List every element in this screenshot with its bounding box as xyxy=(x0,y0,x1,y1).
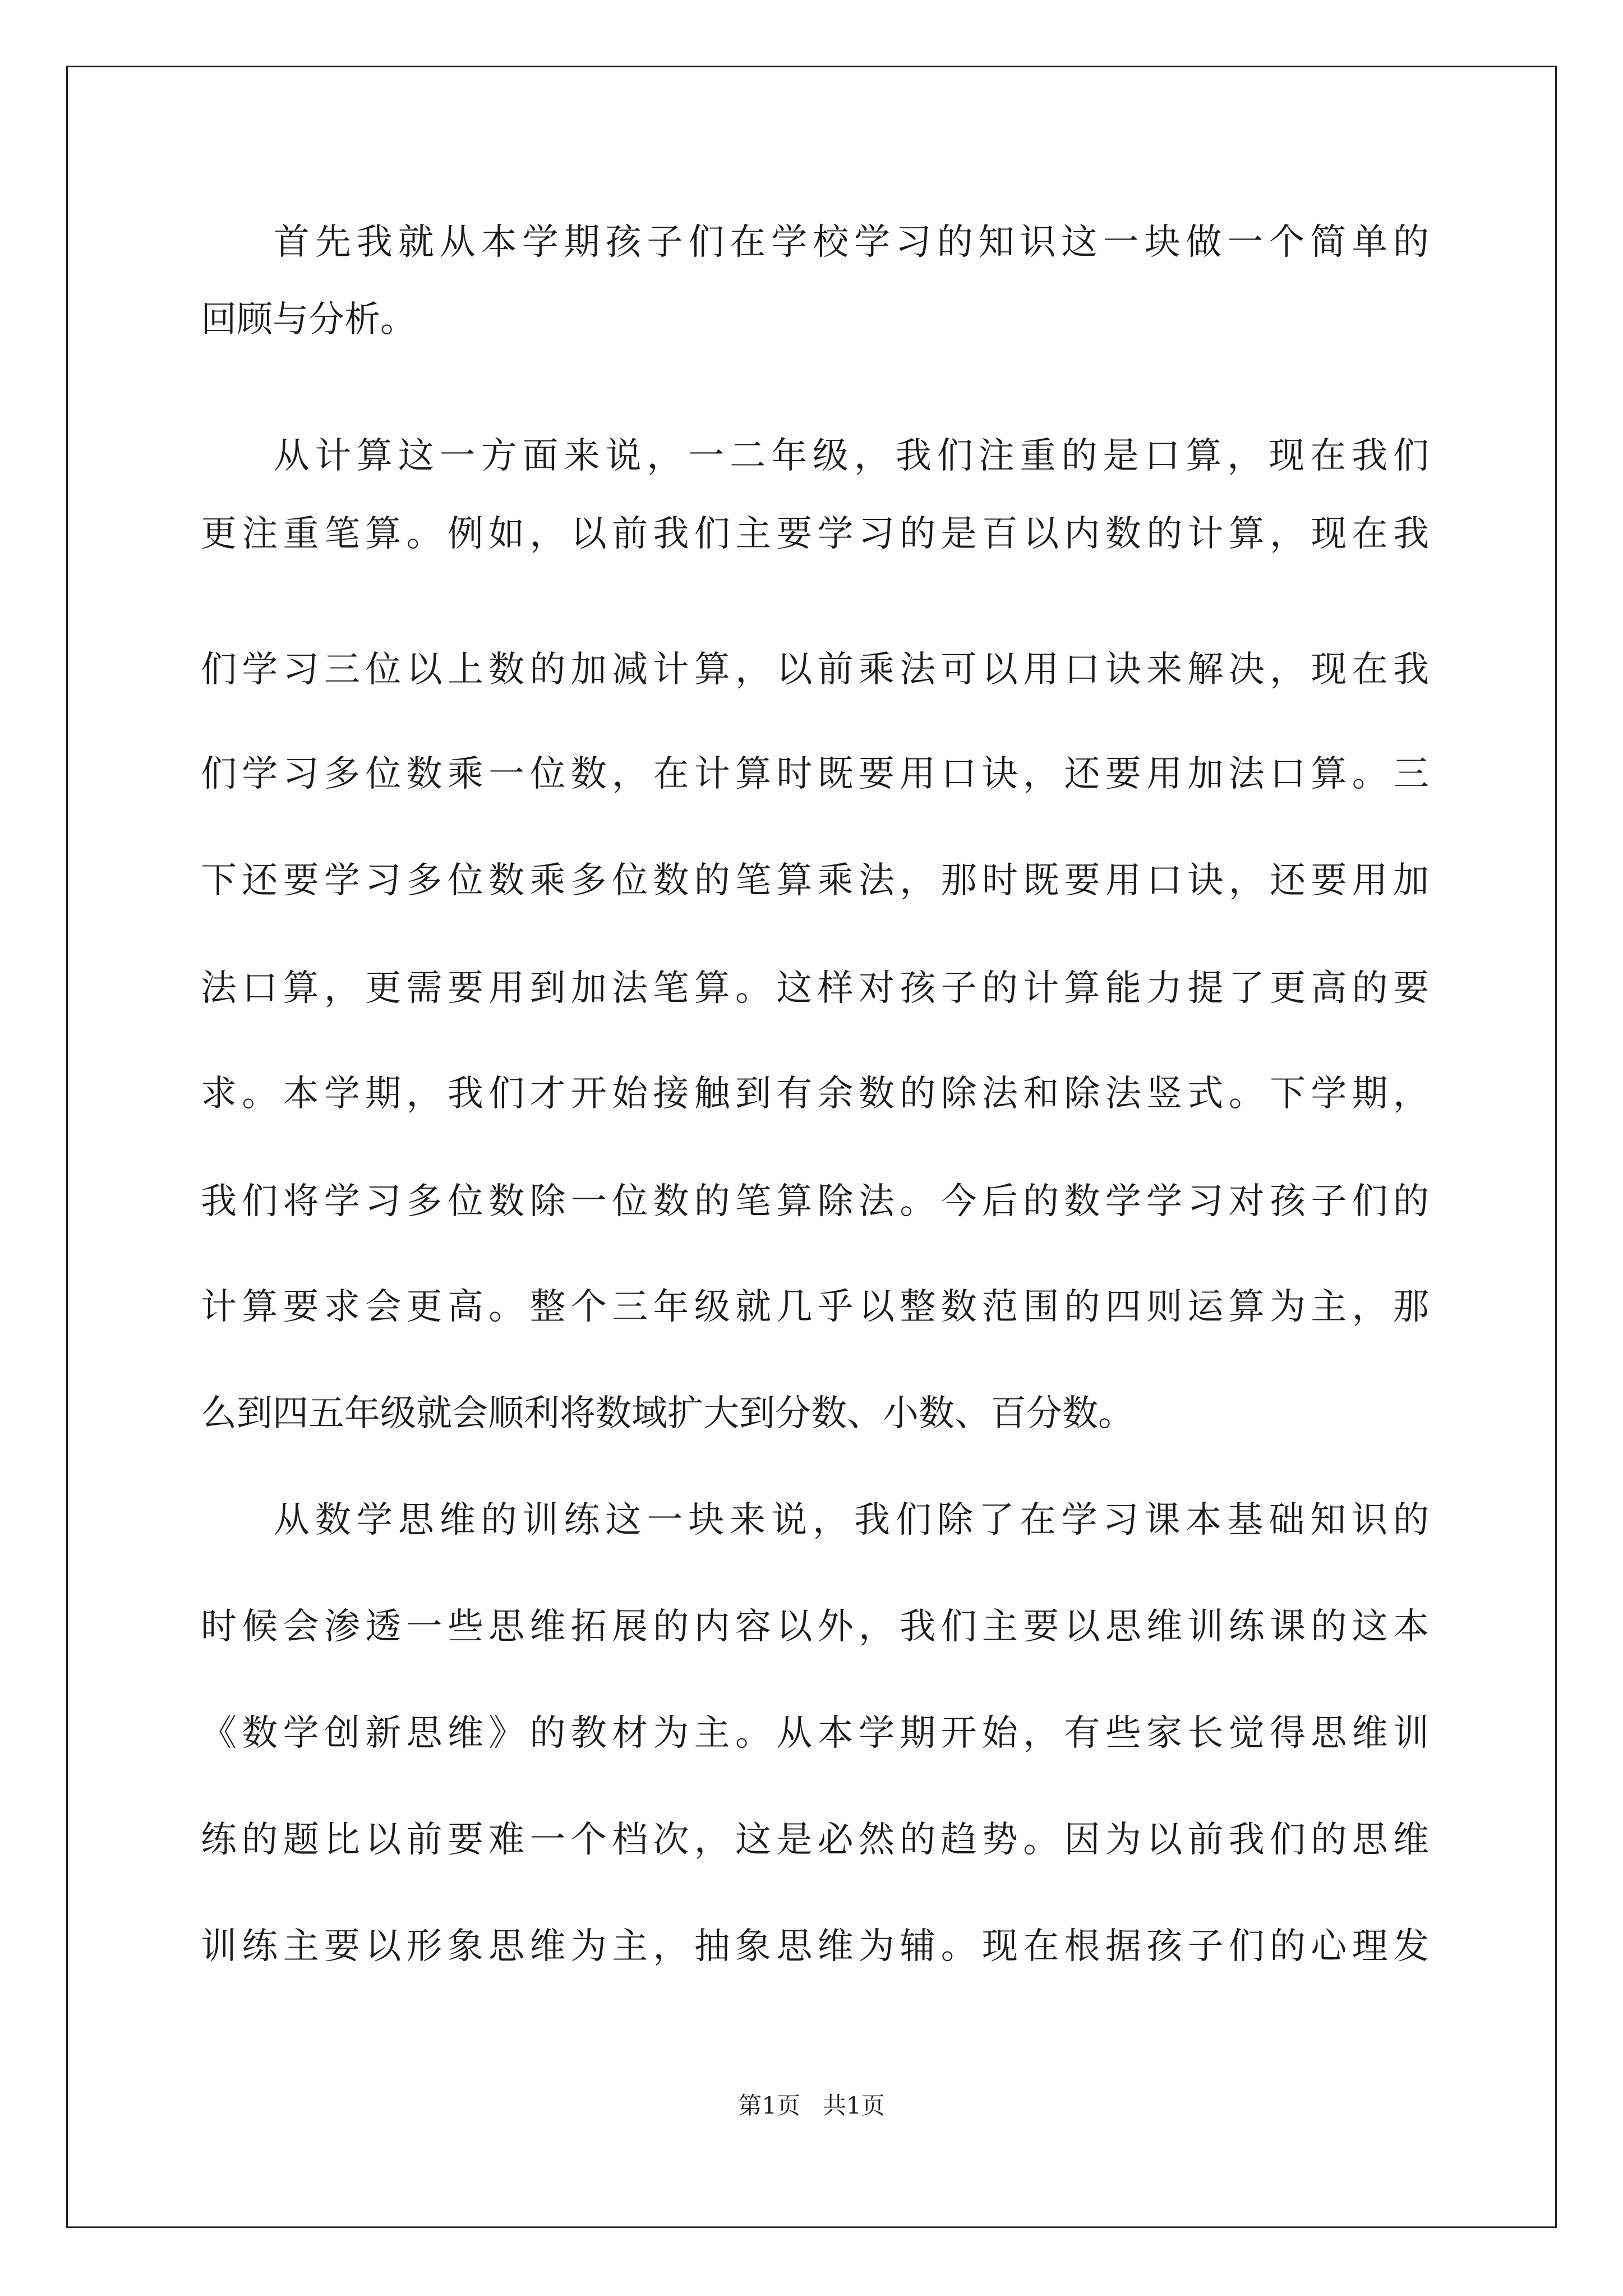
paragraph-2-line-6: 法口算，更需要用到加法笔算。这样对孩子的计算能力提了更高的要 xyxy=(201,968,1429,1009)
paragraph-2-line-3: 们学习三位以上数的加减计算，以前乘法可以用口诀来解决，现在我 xyxy=(201,649,1429,691)
paragraph-3-line-4: 练的题比以前要难一个档次，这是必然的趋势。因为以前我们的思维 xyxy=(201,1819,1429,1861)
paragraph-2-line-1: 从计算这一方面来说，一二年级，我们注重的是口算，现在我们 xyxy=(274,435,1429,477)
paragraph-2-line-5: 下还要学习多位数乘多位数的笔算乘法，那时既要用口诀，还要用加 xyxy=(201,860,1429,901)
paragraph-3-line-2: 时候会渗透一些思维拓展的内容以外，我们主要以思维训练课的这本 xyxy=(201,1606,1429,1648)
paragraph-1-line-1: 首先我就从本学期孩子们在学校学习的知识这一块做一个简单的 xyxy=(274,222,1429,263)
page-border xyxy=(66,66,1557,2228)
paragraph-2-line-8: 我们将学习多位数除一位数的笔算除法。今后的数学学习对孩子们的 xyxy=(201,1181,1429,1222)
page-footer: 第1页 共1页 xyxy=(738,2092,885,2119)
paragraph-2-line-2: 更注重笔算。例如，以前我们主要学习的是百以内数的计算，现在我 xyxy=(201,513,1429,555)
paragraph-1-line-2: 回顾与分析。 xyxy=(201,299,416,341)
paragraph-2-line-10: 么到四五年级就会顺利将数域扩大到分数、小数、百分数。 xyxy=(201,1393,1134,1434)
paragraph-3-line-3: 《数学创新思维》的教材为主。从本学期开始，有些家长觉得思维训 xyxy=(201,1713,1429,1754)
paragraph-2-line-9: 计算要求会更高。整个三年级就几乎以整数范围的四则运算为主，那 xyxy=(201,1286,1429,1328)
paragraph-2-line-4: 们学习多位数乘一位数，在计算时既要用口诀，还要用加法口算。三 xyxy=(201,753,1429,795)
paragraph-2-line-7: 求。本学期，我们才开始接触到有余数的除法和除法竖式。下学期， xyxy=(201,1073,1429,1115)
paragraph-3-line-1: 从数学思维的训练这一块来说，我们除了在学习课本基础知识的 xyxy=(274,1499,1429,1541)
paragraph-3-line-5: 训练主要以形象思维为主，抽象思维为辅。现在根据孩子们的心理发 xyxy=(201,1926,1429,1967)
